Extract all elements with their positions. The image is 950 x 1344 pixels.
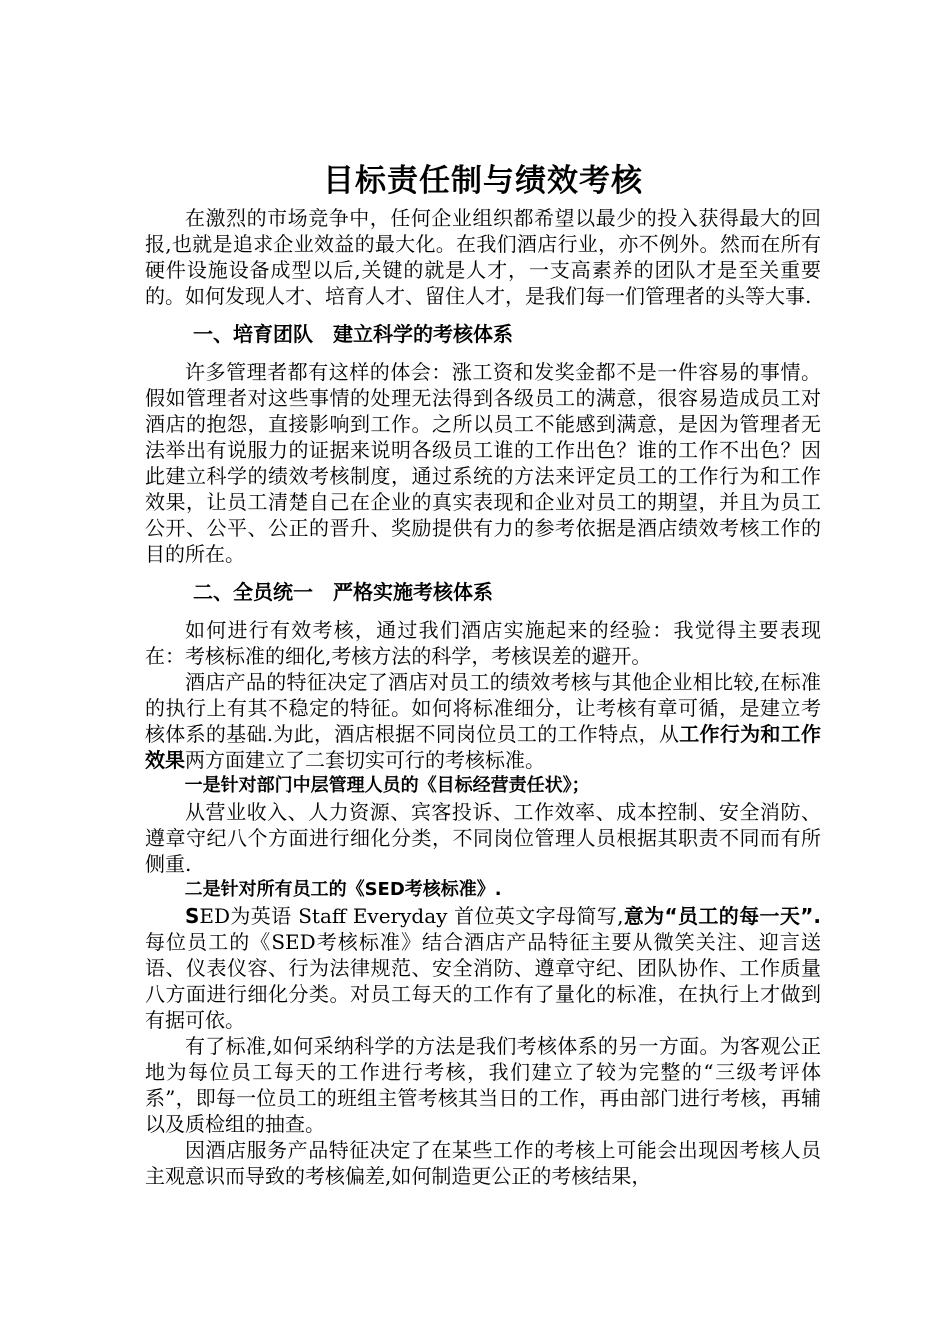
paragraph-text: 每位员工的《SED考核标准》结合酒店产品特征主要从微笑关注、迎言送语、仪表仪容、行为法律规范、安全消防、遵章守纪、团队协作、工作质量八方面进行细化分类。对员工每天的工作有了量化的标准，在执行上才做到有据可依。 <box>145 930 821 1032</box>
emphasis-text: 意为“员工的每一天”. <box>623 904 821 928</box>
section-2-paragraph-4 <box>145 903 821 1033</box>
section-1-paragraph: 许多管理者都有这样的体会：涨工资和发奖金都不是一件容易的事情。假如管理者对这些事情的处理无法得到各级员工的满意，很容易造成员工对酒店的抱怨，直接影响到工作。之所以员工不能感到满意，是因为管理者无法举出有说服力的证据来说明各级员工谁的工作出色？谁的工作不出色？因此建立科学的绩效考核制度，通过系统的方法来评定员工的工作行为和工作效果，让员工清楚自己在企业的真实表现和企业对员工的期望，并且为员工公开、公平、公正的晋升、奖励提供有力的参考依据是酒店绩效考核工作的目的所在。 <box>145 360 821 566</box>
subheading-management: 一是针对部门中层管理人员的《目标经营责任状》； <box>184 775 590 796</box>
section-2-paragraph-6: 因酒店服务产品特征决定了在某些工作的考核上可能会出现因考核人员主观意识而导致的考核偏差,如何制造更公正的考核结果， <box>145 1138 821 1188</box>
section-2-paragraph-5: 有了标准,如何采纳科学的方法是我们考核体系的另一方面。为客观公正地为每位员工每天的工作进行考核，我们建立了较为完整的“三级考评体系”，即每一位员工的班组主管考核其当日的工作，再由部门进行考核，再辅以及质检组的抽查。 <box>145 1034 821 1136</box>
section-heading-1: 一、培育团队 建立科学的考核体系 <box>193 322 513 346</box>
intro-paragraph: 在激烈的市场竞争中，任何企业组织都希望以最少的投入获得最大的回报,也就是追求企业效益的最大化。在我们酒店行业，亦不例外。然而在所有硬件设施设备成型以后,关键的就是人才，一支高素养的团队才是至关重要的。如何发现人才、培育人才、留住人才，是我们每一们管理者的头等大事. <box>145 206 821 308</box>
page-title: 目标责任制与绩效考核 <box>323 163 643 199</box>
emphasis-letter: S <box>185 904 200 928</box>
paragraph-text: ED为英语 Staff Everyday 首位英文字母简写, <box>199 904 624 928</box>
section-2-paragraph-3: 从营业收入、人力资源、宾客投诉、工作效率、成本控制、安全消防、遵章守纪八个方面进行细化分类，不同岗位管理人员根据其职责不同而有所侧重. <box>145 800 821 876</box>
paragraph-text: 两方面建立了二套切实可行的考核标准。 <box>185 748 545 772</box>
section-heading-2: 二、全员统一 严格实施考核体系 <box>193 580 493 604</box>
document-body <box>145 160 821 1189</box>
section-2-paragraph-1: 如何进行有效考核，通过我们酒店实施起来的经验：我觉得主要表现在：考核标准的细化,考核方法的科学，考核误差的避开。 <box>145 618 821 668</box>
subheading-staff: 二是针对所有员工的《SED考核标准》. <box>184 879 502 900</box>
section-2-paragraph-2 <box>145 669 821 773</box>
emphasis-text: 工作行为和工作效果 <box>145 722 822 772</box>
paragraph-text: 酒店产品的特征决定了酒店对员工的绩效考核与其他企业相比较,在标准的执行上有其不稳定的特征。如何将标准细分，让考核有章可循，是建立考核体系的基础.为此，酒店根据不同岗位员工的工作特点，从 <box>145 670 821 746</box>
